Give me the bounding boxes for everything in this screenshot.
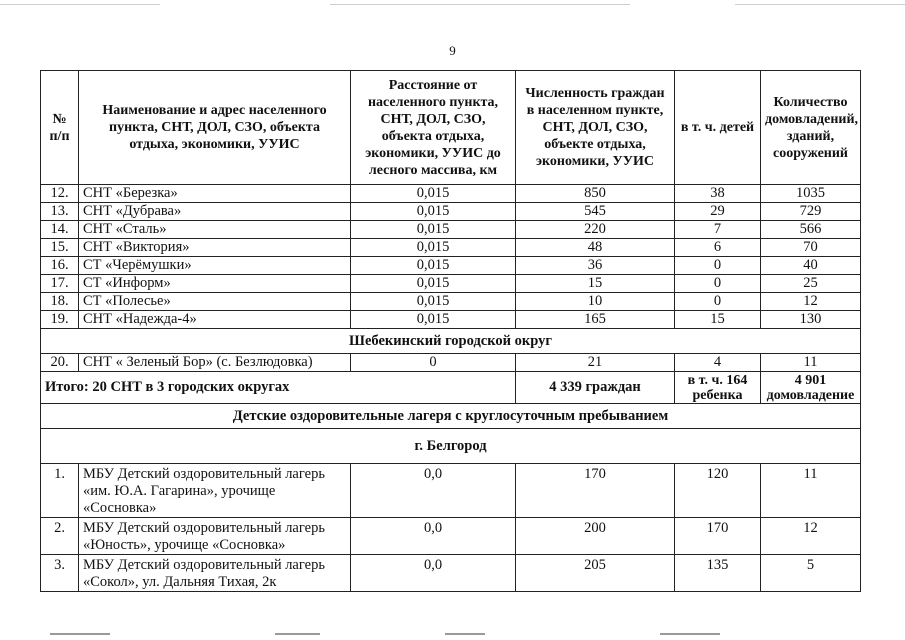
cell-children: 38 [675, 185, 761, 203]
table-row [41, 354, 861, 372]
cell-distance: 0,015 [351, 203, 516, 221]
total-houses-line2: домовладение [766, 387, 855, 403]
total-population: 4 339 граждан [516, 372, 675, 404]
cell-name: СНТ «Березка» [79, 185, 351, 203]
header-name: Наименование и адрес населенного пункта, СНТ, ДОЛ, СЗО, объекта отдыха, экономики, УУИС [79, 71, 351, 185]
cell-children: 15 [675, 311, 761, 329]
cell-population: 220 [516, 221, 675, 239]
cell-population: 165 [516, 311, 675, 329]
cell-name: МБУ Детский оздоровительный лагерь «Сокол», ул. Дальняя Тихая, 2к [79, 555, 351, 592]
cell-population: 36 [516, 257, 675, 275]
cell-name: СТ «Информ» [79, 275, 351, 293]
cell-houses: 566 [761, 221, 861, 239]
cell-distance: 0,015 [351, 275, 516, 293]
cell-name: СТ «Черёмушки» [79, 257, 351, 275]
cell-num: 17. [41, 275, 79, 293]
table-row [41, 221, 861, 239]
section-title-belgorod: г. Белгород [41, 429, 861, 464]
data-table [40, 70, 861, 592]
cell-houses: 12 [761, 293, 861, 311]
cell-num: 3. [41, 555, 79, 592]
header-distance: Расстояние от населенного пункта, СНТ, ДОЛ, СЗО, объекта отдыха, экономики, УУИС до лесного массива, км [351, 71, 516, 185]
cell-num: 2. [41, 518, 79, 555]
cell-name: СНТ « Зеленый Бор» (с. Безлюдовка) [79, 354, 351, 372]
cell-distance: 0,015 [351, 221, 516, 239]
total-children [675, 372, 761, 404]
bottom-edge-mark [660, 633, 720, 635]
top-edge-line [0, 4, 160, 5]
table-row [41, 239, 861, 257]
cell-houses: 130 [761, 311, 861, 329]
bottom-edge-mark [275, 633, 320, 635]
cell-houses: 1035 [761, 185, 861, 203]
cell-name: СТ «Полесье» [79, 293, 351, 311]
section-row [41, 404, 861, 429]
cell-num: 16. [41, 257, 79, 275]
cell-distance: 0 [351, 354, 516, 372]
top-edge-line [735, 4, 905, 5]
cell-children: 6 [675, 239, 761, 257]
header-population: Численность граждан в населенном пункте, СНТ, ДОЛ, СЗО, объекте отдыха, экономики, УУИС [516, 71, 675, 185]
cell-population: 200 [516, 518, 675, 555]
cell-name: СНТ «Виктория» [79, 239, 351, 257]
bottom-edge-mark [445, 633, 485, 635]
cell-houses: 25 [761, 275, 861, 293]
total-houses [761, 372, 861, 404]
table-row [41, 203, 861, 221]
cell-distance: 0,015 [351, 293, 516, 311]
cell-name: МБУ Детский оздоровительный лагерь «им. Ю.А. Гагарина», урочище «Сосновка» [79, 464, 351, 518]
header-row [41, 71, 861, 185]
cell-children: 29 [675, 203, 761, 221]
cell-num: 20. [41, 354, 79, 372]
section-title-shebekino: Шебекинский городской округ [41, 329, 861, 354]
cell-children: 120 [675, 464, 761, 518]
total-label: Итого: 20 СНТ в 3 городских округах [41, 372, 516, 404]
table-row [41, 464, 861, 518]
cell-children: 0 [675, 293, 761, 311]
cell-num: 1. [41, 464, 79, 518]
table-row [41, 311, 861, 329]
cell-houses: 11 [761, 464, 861, 518]
total-children-line1: в т. ч. 164 [687, 372, 748, 388]
cell-distance: 0,015 [351, 239, 516, 257]
cell-children: 170 [675, 518, 761, 555]
cell-distance: 0,015 [351, 311, 516, 329]
table-row [41, 275, 861, 293]
header-children: в т. ч. детей [675, 71, 761, 185]
cell-distance: 0,0 [351, 464, 516, 518]
cell-name: СНТ «Надежда-4» [79, 311, 351, 329]
cell-children: 0 [675, 275, 761, 293]
cell-houses: 70 [761, 239, 861, 257]
header-num: № п/п [41, 71, 79, 185]
cell-houses: 11 [761, 354, 861, 372]
cell-population: 205 [516, 555, 675, 592]
page-number: 9 [449, 43, 456, 58]
cell-distance: 0,0 [351, 518, 516, 555]
cell-children: 7 [675, 221, 761, 239]
cell-num: 13. [41, 203, 79, 221]
table-row [41, 257, 861, 275]
section-title-camps: Детские оздоровительные лагеря с круглосуточным пребыванием [41, 404, 861, 429]
cell-population: 170 [516, 464, 675, 518]
cell-name: МБУ Детский оздоровительный лагерь «Юность», урочище «Сосновка» [79, 518, 351, 555]
cell-num: 15. [41, 239, 79, 257]
section-row [41, 429, 861, 464]
total-children-line2: ребенка [692, 387, 743, 403]
cell-children: 0 [675, 257, 761, 275]
cell-children: 135 [675, 555, 761, 592]
cell-houses: 12 [761, 518, 861, 555]
bottom-edge-mark [50, 633, 110, 635]
cell-name: СНТ «Дубрава» [79, 203, 351, 221]
cell-houses: 5 [761, 555, 861, 592]
cell-num: 18. [41, 293, 79, 311]
table-row [41, 185, 861, 203]
cell-population: 48 [516, 239, 675, 257]
table-row [41, 293, 861, 311]
cell-children: 4 [675, 354, 761, 372]
cell-houses: 729 [761, 203, 861, 221]
total-houses-line1: 4 901 [794, 372, 827, 388]
table-row [41, 555, 861, 592]
cell-population: 10 [516, 293, 675, 311]
cell-num: 12. [41, 185, 79, 203]
total-row [41, 372, 861, 404]
cell-num: 19. [41, 311, 79, 329]
cell-distance: 0,015 [351, 185, 516, 203]
cell-num: 14. [41, 221, 79, 239]
cell-distance: 0,0 [351, 555, 516, 592]
header-houses: Количество домовладений, зданий, сооружений [761, 71, 861, 185]
table-row [41, 518, 861, 555]
top-edge-line [330, 4, 630, 5]
cell-population: 21 [516, 354, 675, 372]
cell-distance: 0,015 [351, 257, 516, 275]
cell-name: СНТ «Сталь» [79, 221, 351, 239]
cell-houses: 40 [761, 257, 861, 275]
cell-population: 850 [516, 185, 675, 203]
cell-population: 545 [516, 203, 675, 221]
section-row [41, 329, 861, 354]
cell-population: 15 [516, 275, 675, 293]
